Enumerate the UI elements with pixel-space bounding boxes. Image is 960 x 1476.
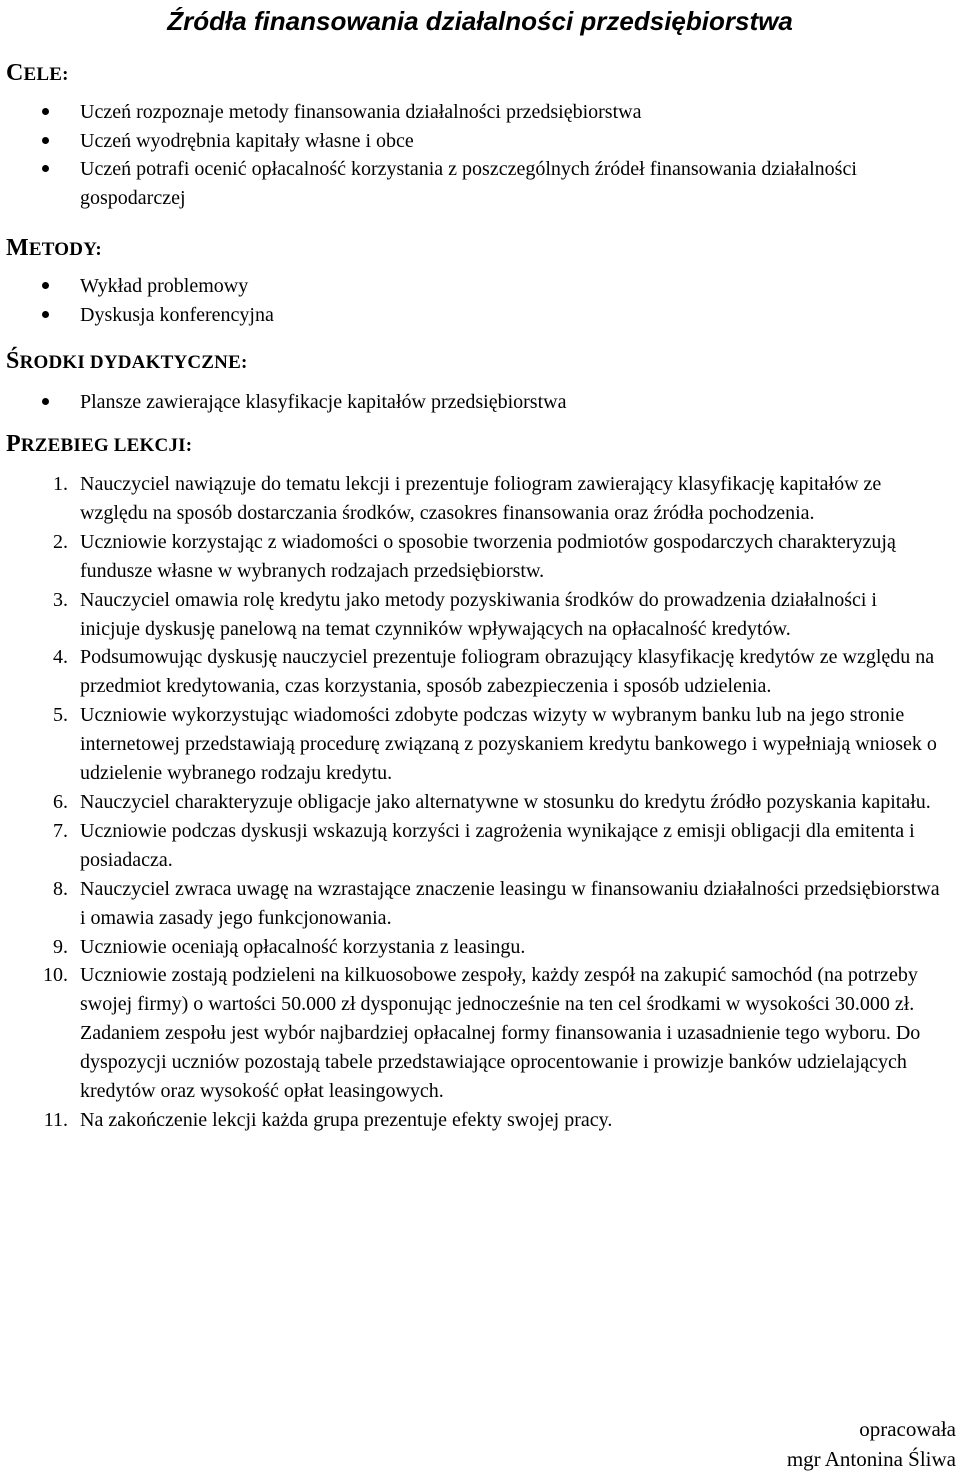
step-text: Nauczyciel zwraca uwagę na wzrastające znaczenie leasingu w finansowaniu działalności przedsiębiorstwa i omawia zasady jego funkcjonowania. [80,877,940,929]
heading-cele [6,60,69,88]
step-text: Uczniowie zostają podzieleni na kilkuosobowe zespoły, każdy zespół na zakupić samochód (na potrzeby swojej firmy) o wartości 50.000 zł dysponując jednocześnie na ten cel środkami w wysokości 30.000 zł. Zadaniem zespołu jest wybór najbardziej opłacalnej formy finansowania i uzasadnienie tego wyboru. Do dyspozycji uczniów pozostają tabele przedstawiające oprocentowanie i prowizje banków udzielających kredytów oraz wysokość opłat leasingowych. [80,964,921,1103]
step-number: 2. [53,530,68,553]
lesson-step [0,470,940,528]
step-text: Uczniowie oceniają opłacalność korzystania z leasingu. [80,935,526,958]
list-item: Plansze zawierające klasyfikacje kapitałów przedsiębiorstwa [0,388,940,417]
heading-przebieg-initial: P [6,431,21,457]
metody-list [0,272,940,329]
step-text: Uczniowie korzystając z wiadomości o sposobie tworzenia podmiotów gospodarczych charakteryzują fundusze własne w wybranych rodzajach przedsiębiorstw. [80,530,896,582]
author-label: opracowała [859,1417,956,1441]
heading-cele-rest: ELE: [23,64,69,85]
lesson-step [0,528,940,586]
list-item: Dyskusja konferencyjna [0,301,940,330]
list-item: Uczeń rozpoznaje metody finansowania działalności przedsiębiorstwa [0,98,940,127]
step-number: 9. [53,935,68,958]
srodki-list [0,388,940,417]
step-text: Uczniowie podczas dyskusji wskazują korzyści i zagrożenia wynikające z emisji obligacji dla emitenta i posiadacza. [80,819,915,871]
step-number: 11. [43,1108,68,1131]
heading-srodki [6,348,247,376]
heading-cele-initial: C [6,60,24,86]
step-number: 5. [53,704,68,727]
step-text: Uczniowie wykorzystując wiadomości zdobyte podczas wizyty w wybranym banku lub na jego stronie internetowej przedstawiają procedurę związaną z pozyskaniem kredytu bankowego i wypełniają wniosek o udzielenie wybranego rodzaju kredytu. [80,704,937,785]
step-number: 6. [53,790,68,813]
step-number: 7. [53,819,68,842]
document-title: Źródła finansowania działalności przedsiębiorstwa [167,6,793,36]
list-item: Uczeń wyodrębnia kapitały własne i obce [0,127,940,156]
heading-metody-rest: ETODY: [28,239,102,260]
lesson-step [0,643,940,701]
lesson-step [0,933,940,962]
heading-metody [6,235,102,263]
heading-przebieg [6,431,192,459]
step-number: 1. [53,473,68,495]
step-number: 4. [53,646,68,669]
list-item: Uczeń potrafi ocenić opłacalność korzystania z poszczególnych źródeł finansowania działalności gospodarczej [0,155,940,212]
author-signature [787,1414,956,1474]
step-number: 8. [53,877,68,900]
lesson-step [0,788,940,817]
heading-przebieg-rest: RZEBIEG LEKCJI: [20,435,193,456]
step-text: Nauczyciel nawiązuje do tematu lekcji i prezentuje foliogram zawierający klasyfikację kapitałów ze względu na sposób dostarczania środków, czasokres finansowania oraz źródła pochodzenia. [80,473,882,524]
lesson-step [0,586,940,644]
lesson-steps [0,470,940,1135]
heading-srodki-initial: Ś [6,348,20,374]
lesson-step [0,1106,940,1135]
step-text: Na zakończenie lekcji każda grupa prezentuje efekty swojej pracy. [80,1108,613,1131]
heading-srodki-rest: RODKI DYDAKTYCZNE: [19,352,248,373]
cele-list [0,98,940,213]
heading-metody-initial: M [6,235,29,261]
step-number: 3. [53,588,68,611]
list-item: Wykład problemowy [0,272,940,301]
lesson-step [0,875,940,933]
step-text: Nauczyciel charakteryzuje obligacje jako alternatywne w stosunku do kredytu źródło pozyskania kapitału. [80,790,931,813]
lesson-step [0,961,940,1106]
step-text: Nauczyciel omawia rolę kredytu jako metody pozyskiwania środków do prowadzenia działalności i inicjuje dyskusję panelową na temat czynników wpływających na opłacalność kredytów. [80,588,877,640]
author-name: mgr Antonina Śliwa [786,1447,956,1471]
lesson-step [0,817,940,875]
step-text: Podsumowując dyskusję nauczyciel prezentuje foliogram obrazujący klasyfikację kredytów ze względu na przedmiot kredytowania, czas korzystania, sposób zabezpieczenia i sposób udzielenia. [80,646,935,698]
step-number: 10. [43,964,68,987]
lesson-step [0,701,940,788]
